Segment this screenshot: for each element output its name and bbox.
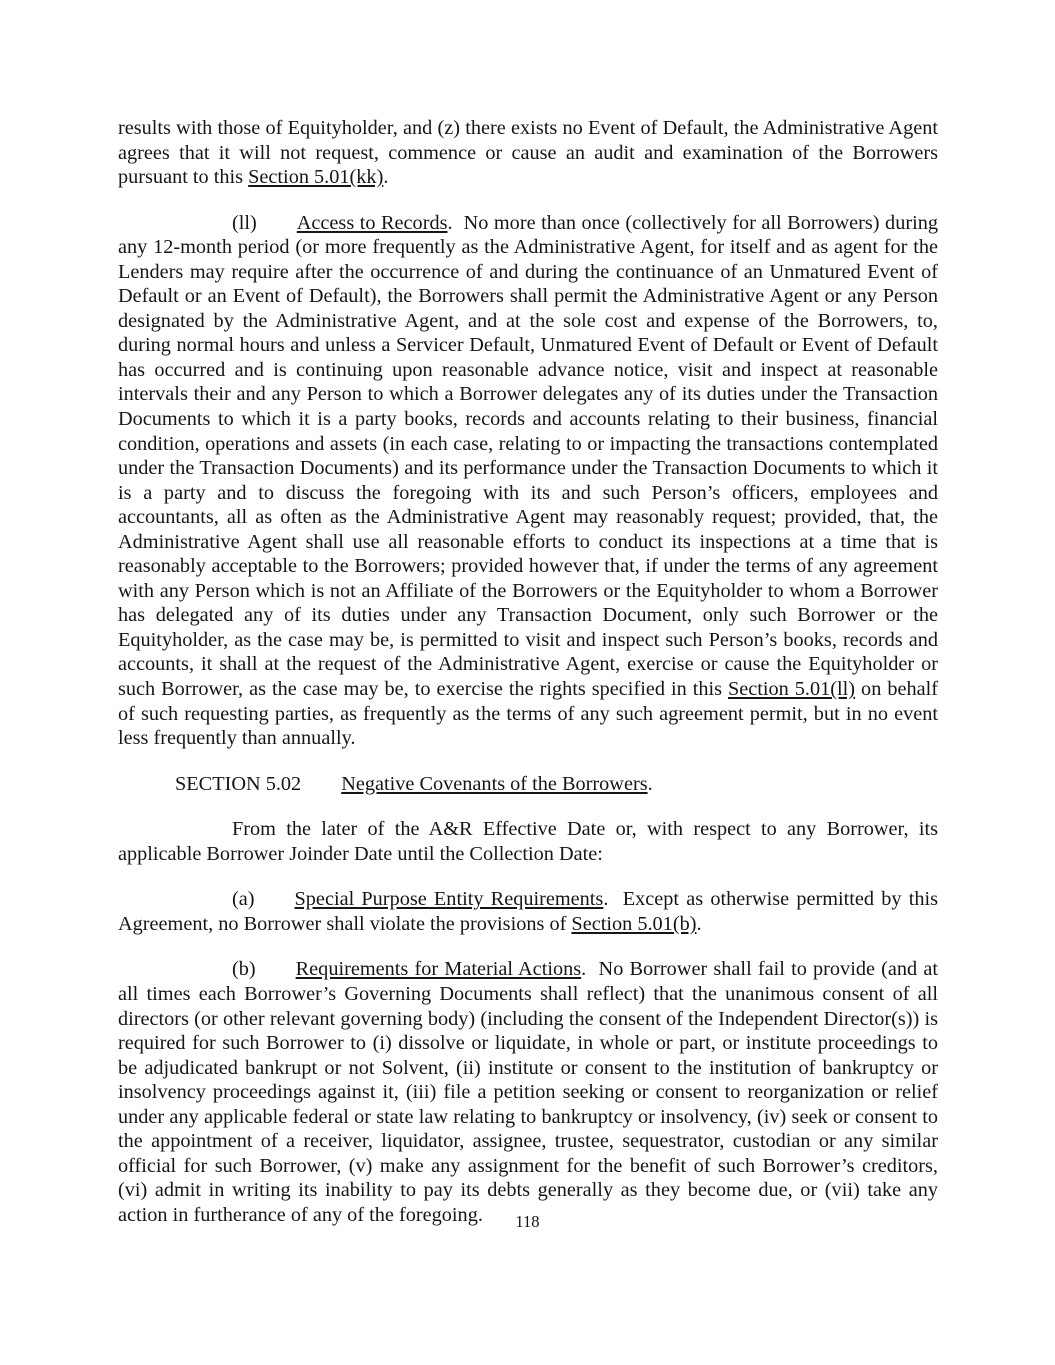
text-run: . Except as otherwise permitted by this Agreement, no Borrower shall violate the provisions of	[118, 888, 938, 935]
para-continuation-kk	[118, 116, 938, 190]
para-ll-access-to-records	[118, 211, 938, 751]
para-a-special-purpose-entity	[118, 887, 938, 936]
text-run: From the later of the A&R Effective Date or, with respect to any Borrower, its applicable Borrower Joinder Date until the Collection Date:	[118, 818, 938, 865]
text-run: results with those of Equityholder, and (z) there exists no Event of Default, the Administrative Agent agrees that it will not request, commence or cause an audit and examination of the Borrowers pursuant to this	[118, 117, 938, 189]
underlined-text-run: Section 5.01(b)	[571, 912, 697, 935]
tab-spacer	[256, 974, 296, 975]
tab-spacer	[255, 904, 295, 905]
underlined-text-run: Section 5.01(kk)	[248, 166, 384, 189]
text-run: .	[696, 912, 702, 935]
page-number: 118	[515, 1212, 540, 1231]
text-run: .	[647, 772, 653, 795]
underlined-text-run: Negative Covenants of the Borrowers	[341, 772, 648, 795]
heading-section-5-02	[118, 772, 938, 797]
underlined-text-run: Special Purpose Entity Requirements	[294, 888, 604, 911]
para-b-requirements-material-actions	[118, 957, 938, 1227]
text-run: (ll)	[232, 211, 257, 234]
tab-spacer	[257, 228, 297, 229]
text-run: (b)	[232, 958, 256, 981]
text-run: . No Borrower shall fail to provide (and at all times each Borrower’s Governing Documents shall reflect) that the unanimous consent of all directors (or other relevant governing body) (including the consent of the Independent Director(s)) is required for such Borrower to (i) dissolve or liquidate, in whole or part, or institute proceedings to be adjudicated bankrupt or not Solvent, (ii) institute or consent to the institution of bankruptcy or insolvency proceedings against it, (iii) file a petition seeking or consent to reorganization or relief under any applicable federal or state law relating to bankruptcy or insolvency, (iv) seek or consent to the appointment of a receiver, liquidator, assignee, trustee, sequestrator, custodian or any similar official for such Borrower, (v) make any assignment for the benefit of such Borrower’s creditors, (vi) admit in writing its inability to pay its debts generally as they become due, or (vii) take any action in furtherance of any of the foregoing.	[118, 958, 938, 1226]
underlined-text-run: Requirements for Material Actions	[295, 958, 582, 981]
tab-spacer	[301, 789, 341, 790]
para-from-the-later	[118, 817, 938, 866]
underlined-text-run: Section 5.01(ll)	[727, 678, 856, 701]
text-run: . No more than once (collectively for all Borrowers) during any 12-month period (or more frequently as the Administrative Agent, for itself and as agent for the Lenders may require after the occurrence of and during the continuance of an Unmatured Event of Default or an Event of Default), the Borrowers shall permit the Administrative Agent or any Person designated by the Administrative Agent, and at the sole cost and expense of the Borrowers, to, during normal hours and unless a Servicer Default, Unmatured Event of Default or Event of Default has occurred and is continuing upon reasonable advance notice, visit and inspect at reasonable intervals their and any Person to which a Borrower delegates any of its duties under the Transaction Documents to which it is a party books, records and accounts relating to their business, financial condition, operations and assets (in each case, relating to or impacting the transactions contemplated under the Transaction Documents) and its performance under the Transaction Documents to which it is a party and to discuss the foregoing with its and such Person’s officers, employees and accountants, all as often as the Administrative Agent may reasonably request; provided, that, the Administrative Agent shall use all reasonable efforts to conduct its inspections at a time that is reasonably acceptable to the Borrowers; provided however that, if under the terms of any agreement with any Person which is not an Affiliate of the Borrowers or the Equityholder to whom a Borrower has delegated any of its duties under any Transaction Document, only such Borrower or the Equityholder, as the case may be, is permitted to visit and inspect such Person’s books, records and accounts, it shall at the request of the Administrative Agent, exercise or cause the Equityholder or such Borrower, as the case may be, to exercise the rights specified in this	[118, 211, 939, 701]
text-run: SECTION 5.02	[175, 772, 302, 795]
underlined-text-run: Access to Records	[296, 211, 448, 234]
text-run: .	[383, 166, 389, 189]
text-run: (a)	[232, 888, 255, 911]
text-run: on behalf of such requesting parties, as frequently as the terms of any such agreement permit, but in no event less frequently than annually.	[118, 678, 938, 750]
